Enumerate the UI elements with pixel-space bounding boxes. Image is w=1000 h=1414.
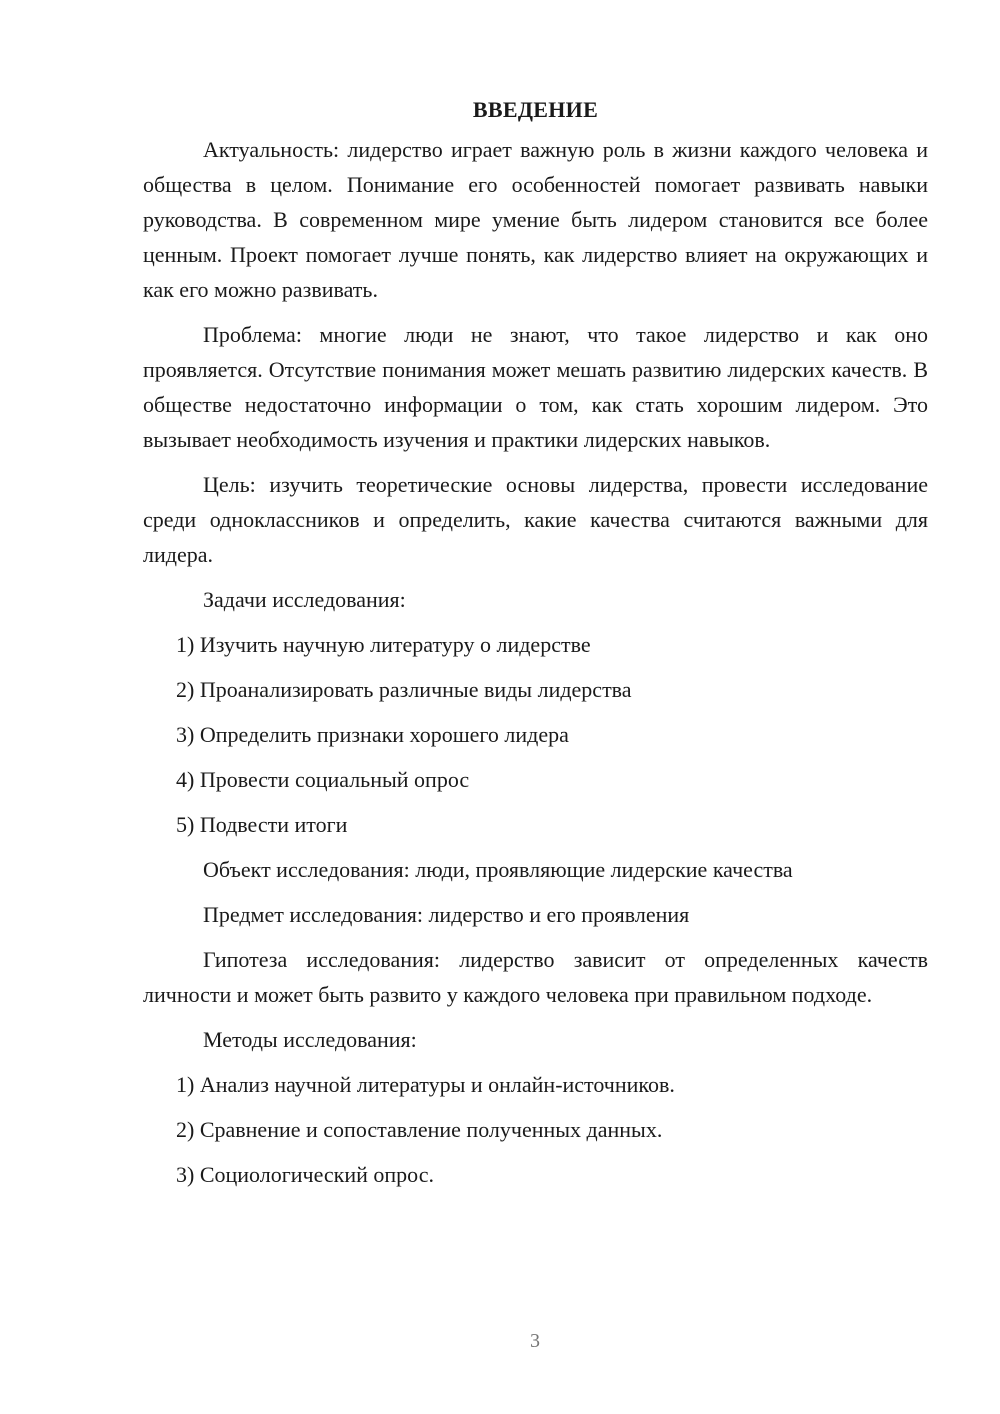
hypothesis-paragraph: Гипотеза исследования: лидерство зависит от определенных качеств личности и может быть развито у каждого человека при правильном подходе.: [143, 947, 928, 1007]
page-number: 3: [530, 1330, 540, 1352]
relevance-paragraph: Актуальность: лидерство играет важную роль в жизни каждого человека и общества в целом. Понимание его особенностей помогает развивать навыки руководства. В современном мире умение быть лидером становится все более ценным. Проект помогает лучше понять, как лидерство влияет на окружающих и как его можно развивать.: [143, 137, 928, 302]
task-item: 2) Проанализировать различные виды лидерства: [176, 677, 632, 702]
task-item: 1) Изучить научную литературу о лидерстве: [176, 632, 591, 657]
methods-heading: Методы исследования:: [203, 1027, 417, 1052]
method-item: 2) Сравнение и сопоставление полученных данных.: [176, 1117, 663, 1142]
tasks-heading: Задачи исследования:: [203, 587, 406, 612]
task-item: 4) Провести социальный опрос: [176, 767, 470, 792]
goal-paragraph: Цель: изучить теоретические основы лидерства, провести исследование среди одноклассников и определить, какие качества считаются важными для лидера.: [143, 472, 928, 567]
document-page: [143, 92, 928, 1202]
object-line: Объект исследования: люди, проявляющие лидерские качества: [203, 857, 793, 882]
subject-line: Предмет исследования: лидерство и его проявления: [203, 902, 690, 927]
task-item: 3) Определить признаки хорошего лидера: [176, 722, 569, 747]
method-item: 1) Анализ научной литературы и онлайн-источников.: [176, 1072, 675, 1097]
problem-paragraph: Проблема: многие люди не знают, что такое лидерство и как оно проявляется. Отсутствие понимания может мешать развитию лидерских качеств. В обществе недостаточно информации о том, как стать хорошим лидером. Это вызывает необходимость изучения и практики лидерских навыков.: [143, 322, 928, 452]
task-item: 5) Подвести итоги: [176, 812, 348, 837]
section-title: ВВЕДЕНИЕ: [472, 97, 599, 122]
method-item: 3) Социологический опрос.: [176, 1162, 434, 1187]
